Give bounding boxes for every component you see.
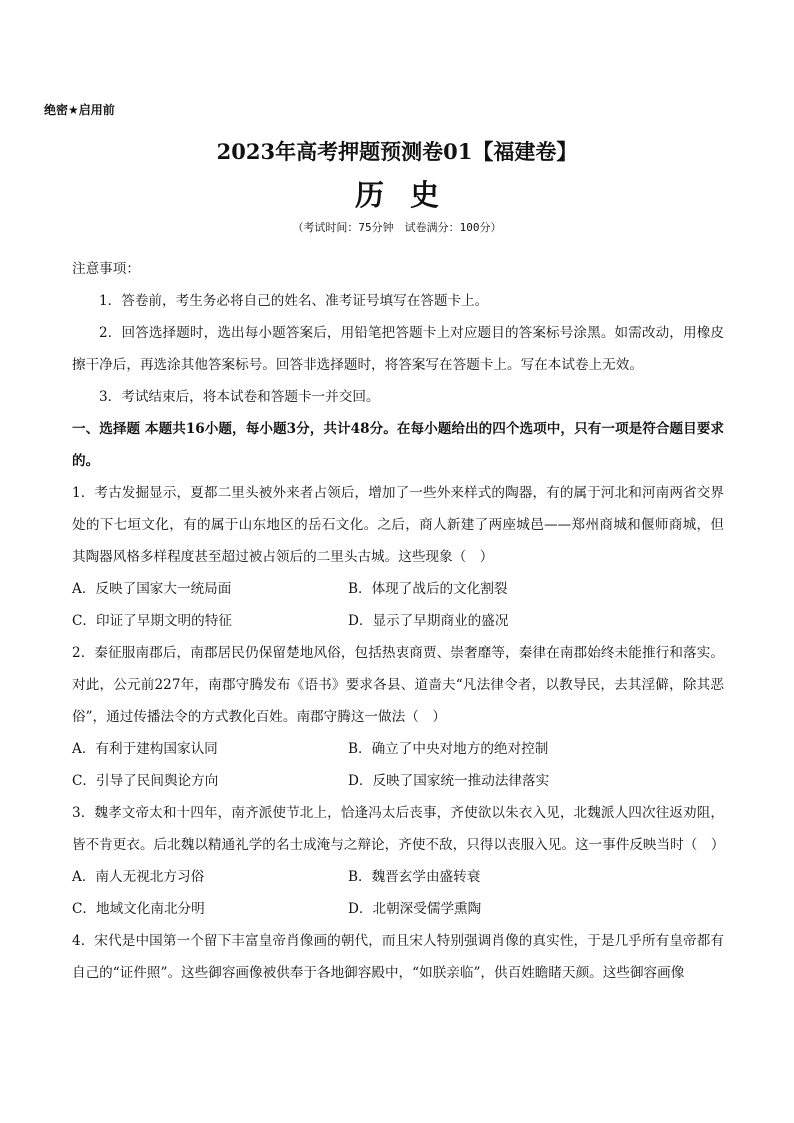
- section-heading: 一、选择题 本题共16小题，每小题3分，共计48分。在每小题给出的四个选项中，只有一项是符合题目要求的。: [72, 421, 724, 469]
- question-2-options-row-1: [72, 733, 724, 765]
- question-3-option-d: D．北朝深受儒学熏陶: [348, 901, 482, 917]
- notice-item-3: 3．考试结束后，将本试卷和答题卡一并交回。: [99, 389, 380, 405]
- exam-title: 2023年高考押题预测卷01【福建卷】: [216, 139, 578, 164]
- question-3-options-row-2: [72, 893, 724, 925]
- time-info: （考试时间：75分钟 试卷满分：100分）: [292, 221, 502, 234]
- subject-title: 历史: [354, 178, 465, 212]
- question-3-option-b: B．魏晋玄学由盛转衰: [348, 869, 481, 885]
- question-1-option-d: D．显示了早期商业的盛况: [348, 613, 509, 629]
- question-1-option-b: B．体现了战后的文化割裂: [348, 581, 508, 597]
- question-3-option-c: C．地域文化南北分明: [72, 901, 205, 917]
- question-3-options-row-1: [72, 861, 724, 893]
- question-4-stem: 4．宋代是中国第一个留下丰富皇帝肖像画的朝代，而且宋人特别强调肖像的真实性，于是几乎所有皇帝都有自己的“证件照”。这些御容画像被供奉于各地御容殿中，“如朕亲临”，供百姓瞻睹天颜。这些御容画像: [72, 933, 724, 981]
- question-2-option-b: B．确立了中央对地方的绝对控制: [348, 741, 549, 757]
- question-2-option-c: C．引导了民间舆论方向: [72, 773, 219, 789]
- question-3-stem: 3．魏孝文帝太和十四年，南齐派使节北上，恰逢冯太后丧事，齐使欲以朱衣入见，北魏派人四次往返劝阻，皆不肯更衣。后北魏以精通礼学的名士成淹与之辩论，齐使不敌，只得以丧服入见。这一事件反映当时（ ）: [72, 805, 725, 853]
- exam-content: [72, 253, 724, 989]
- question-3-option-a: A．南人无视北方习俗: [72, 869, 205, 885]
- secret-label: 绝密★启用前: [44, 103, 115, 117]
- question-2-option-a: A．有利于建构国家认同: [72, 741, 218, 757]
- notice-heading: 注意事项：: [72, 261, 140, 277]
- question-1-options-row-2: [72, 605, 724, 637]
- question-2-stem: 2．秦征服南郡后，南郡居民仍保留楚地风俗，包括热衷商贾、崇奢靡等，秦律在南郡始终未能推行和落实。对此，公元前227年，南郡守腾发布《语书》要求各县、道啬夫“凡法律令者，以教导民，去其淫僻，除其恶俗”，通过传播法令的方式教化百姓。南郡守腾这一做法（ ）: [72, 645, 724, 725]
- question-2-options-row-2: [72, 765, 724, 797]
- notice-item-2: 2．回答选择题时，选出每小题答案后，用铅笔把答题卡上对应题目的答案标号涂黑。如需改动，用橡皮擦干净后，再选涂其他答案标号。回答非选择题时，将答案写在答题卡上。写在本试卷上无效。: [72, 325, 724, 373]
- question-1-option-a: A．反映了国家大一统局面: [72, 581, 232, 597]
- question-1-option-c: C．印证了早期文明的特征: [72, 613, 232, 629]
- notice-item-1: 1．答卷前，考生务必将自己的姓名、准考证号填写在答题卡上。: [99, 293, 489, 309]
- question-1-options-row-1: [72, 573, 724, 605]
- question-2-option-d: D．反映了国家统一推动法律落实: [348, 773, 550, 789]
- question-1-stem: 1．考古发掘显示，夏都二里头被外来者占领后，增加了一些外来样式的陶器，有的属于河北和河南两省交界处的下七垣文化，有的属于山东地区的岳石文化。之后，商人新建了两座城邑——郑州商城和偃师商城，但其陶器风格多样程度甚至超过被占领后的二里头古城。这些现象（ ）: [72, 485, 724, 565]
